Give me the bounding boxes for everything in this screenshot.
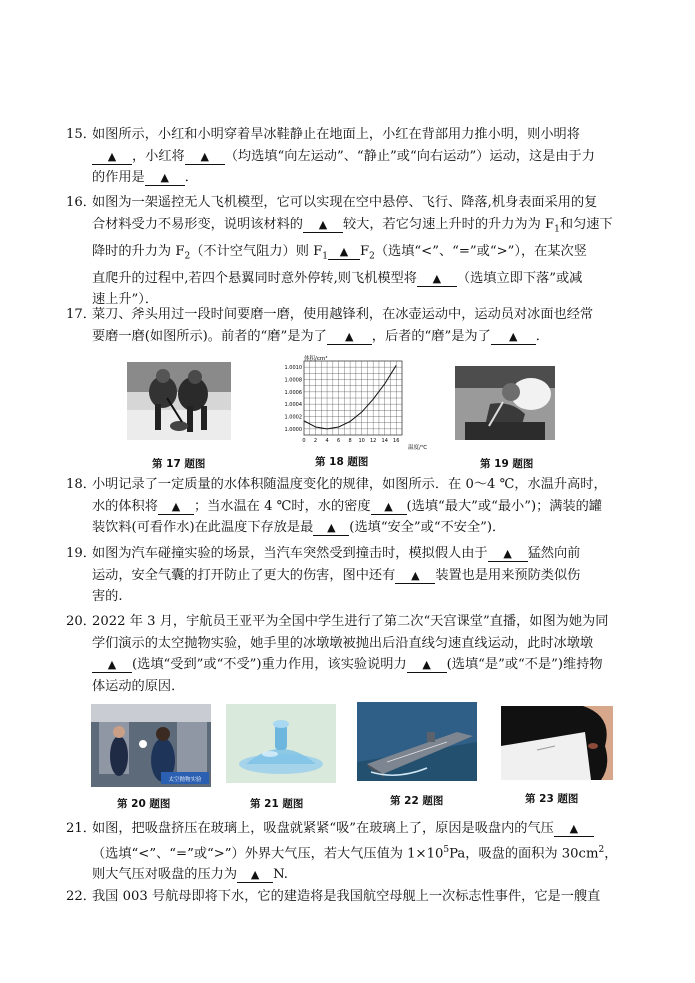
y-ticks bbox=[285, 365, 303, 433]
y-tick-label: 1.0010 bbox=[284, 365, 302, 372]
answer-blank[interactable]: ▲ bbox=[407, 658, 447, 673]
answer-blank[interactable]: ▲ bbox=[313, 521, 349, 536]
answer-blank[interactable]: ▲ bbox=[237, 868, 273, 883]
q16-text-2b: 较大，若它匀速上升时的升力为为 F bbox=[343, 216, 555, 232]
x-tick-label: 0 bbox=[302, 438, 306, 444]
q16-text-3d: （选填“<”、“=”或“>”），在某次竖 bbox=[374, 243, 587, 259]
question-15 bbox=[66, 124, 637, 189]
q15-text-2a: ，小红将 bbox=[132, 148, 185, 164]
q16-text-3b: （不计空气阻力）则 F bbox=[190, 243, 323, 259]
answer-blank[interactable]: ▲ bbox=[491, 330, 536, 345]
q21-text-3b: N. bbox=[273, 867, 288, 883]
x-tick-label: 16 bbox=[393, 438, 400, 444]
question-number: 21． bbox=[66, 821, 96, 836]
figure-caption: 第 17 题图 bbox=[152, 458, 206, 470]
question-16 bbox=[66, 192, 637, 311]
x-tick-label: 2 bbox=[313, 438, 318, 444]
q16-text-2a: 合材料受力不易形变，说明该材料的 bbox=[92, 216, 303, 232]
question-18 bbox=[66, 474, 637, 539]
superscript: 5 bbox=[443, 844, 450, 855]
answer-blank[interactable]: ▲ bbox=[158, 500, 194, 515]
question-number: 19． bbox=[66, 546, 96, 561]
blowing-paper-photo bbox=[501, 706, 613, 780]
answer-blank[interactable]: ▲ bbox=[554, 822, 594, 837]
q16-text-4b: （选填立即下落”或减 bbox=[456, 270, 583, 286]
subscript: 2 bbox=[184, 251, 191, 262]
answer-blank[interactable]: ▲ bbox=[92, 150, 132, 165]
q21-text-2a: （选填“<”、“=”或“>”）外界大气压，若大气压值为 1×10 bbox=[92, 845, 444, 861]
q15-text-3a: 的作用是 bbox=[92, 170, 145, 185]
figure-caption: 第 19 题图 bbox=[480, 458, 534, 470]
figure-caption: 第 23 题图 bbox=[525, 793, 579, 805]
q20-text-3a: (选填“受到”或“不受”)重力作用，该实验说明力 bbox=[132, 657, 407, 672]
x-tick-label: 14 bbox=[381, 438, 388, 444]
y-tick-label: 1.0004 bbox=[284, 402, 302, 409]
answer-blank[interactable]: ▲ bbox=[371, 500, 407, 515]
q20-text-1: 2022 年 3 月，宇航员王亚平为全国中学生进行了第二次“天宫课堂”直播，如图为她为同 bbox=[92, 614, 609, 629]
q18-text-2c: (选填“最大”或“最小”)；满装的罐 bbox=[406, 498, 603, 514]
space-station-photo bbox=[91, 704, 211, 787]
q18-text-3b: (选填“安全”或“不安全”)． bbox=[349, 520, 506, 535]
q16-text-4a: 直爬升的过程中,若四个悬翼同时意外停转,则飞机模型将 bbox=[92, 270, 417, 286]
y-tick-label: 1.0002 bbox=[284, 414, 302, 421]
superscript: 2 bbox=[598, 844, 605, 855]
y-tick-label: 1.0006 bbox=[284, 389, 302, 396]
q17-text-2a: 要磨一磨(如图所示)。前者的“磨”是为了 bbox=[92, 328, 327, 344]
q15-text-3b: ． bbox=[184, 170, 198, 185]
x-tick-label: 8 bbox=[348, 438, 352, 444]
question-17 bbox=[66, 304, 637, 347]
figure-caption: 第 18 题图 bbox=[315, 456, 369, 468]
q19-text-3: 害的. bbox=[92, 589, 123, 604]
q21-text-2b: Pa，吸盘的面积为 30cm bbox=[449, 845, 599, 861]
crash-test-photo bbox=[455, 366, 555, 440]
question-22 bbox=[66, 886, 637, 908]
figure-caption: 第 22 题图 bbox=[390, 795, 444, 807]
q20-text-3b: (选填“是”或“不是”)维持物 bbox=[446, 657, 603, 672]
q20-text-2: 学们演示的太空抛物实验，她手里的冰墩墩被抛出后沿直线匀速直线运动，此时冰墩墩 bbox=[92, 635, 594, 651]
answer-blank[interactable]: ▲ bbox=[417, 272, 457, 287]
question-19 bbox=[66, 543, 637, 608]
answer-blank[interactable]: ▲ bbox=[303, 218, 343, 233]
answer-blank[interactable]: ▲ bbox=[488, 547, 528, 562]
question-number: 17． bbox=[66, 307, 96, 322]
figure-caption: 第 20 题图 bbox=[117, 798, 171, 810]
answer-blank[interactable]: ▲ bbox=[92, 658, 132, 673]
answer-blank[interactable]: ▲ bbox=[327, 330, 372, 345]
q16-text-1: 如图为一架遥控无人飞机模型，它可以实现在空中悬停、飞行、降落,机身表面采用的复 bbox=[92, 195, 598, 210]
x-axis-label: 温度/℃ bbox=[408, 445, 428, 451]
q18-text-1: 小明记录了一定质量的水体积随温度变化的规律，如图所示．在 0～4 ℃，水温升高时， bbox=[92, 477, 607, 492]
question-number: 20． bbox=[66, 614, 96, 629]
y-tick-label: 1.0008 bbox=[284, 377, 302, 384]
suction-cup-photo bbox=[226, 704, 336, 783]
q19-text-1a: 如图为汽车碰撞实验的场景，当汽车突然受到撞击时，模拟假人由于 bbox=[92, 546, 488, 561]
question-21 bbox=[66, 818, 637, 886]
figure-caption: 第 21 题图 bbox=[250, 798, 304, 810]
q18-text-3a: 装饮料(可看作水)在此温度下存放是最 bbox=[92, 520, 314, 535]
q19-text-1b: 猛然向前 bbox=[527, 546, 581, 561]
q15-text-1: 如图所示，小红和小明穿着旱冰鞋静止在地面上，小红在背部用力推小明，则小明将 bbox=[92, 127, 580, 142]
q17-text-1: 菜刀、斧头用过一段时间要磨一磨，使用越锋利，在冰壶运动中，运动员对冰面也经常 bbox=[92, 307, 594, 322]
question-number: 22． bbox=[66, 889, 96, 904]
q18-text-2a: 水的体积将 bbox=[92, 498, 158, 514]
y-axis-label: 体积/cm³ bbox=[304, 356, 328, 362]
q15-text-2b: （均选填“向左运动”、“静止”或“向右运动”）运动，这是由于力 bbox=[224, 148, 595, 164]
q21-text-2c: ， bbox=[604, 845, 618, 861]
x-tick-label: 6 bbox=[336, 438, 341, 444]
q18-text-2b: ；当水温在 4 ℃时，水的密度 bbox=[193, 498, 371, 514]
aircraft-carrier-photo bbox=[357, 702, 477, 781]
answer-blank[interactable]: ▲ bbox=[145, 171, 185, 186]
chart-grid bbox=[304, 361, 402, 435]
q17-text-2b: ，后者的“磨”是为了 bbox=[371, 328, 491, 344]
q19-text-2b: 装置也是用来预防类似伤 bbox=[435, 567, 581, 583]
x-ticks bbox=[302, 438, 399, 444]
answer-blank[interactable]: ▲ bbox=[395, 569, 435, 584]
answer-blank[interactable]: ▲ bbox=[185, 150, 225, 165]
q20-text-4: 体运动的原因． bbox=[92, 678, 185, 694]
subscript: 1 bbox=[554, 224, 560, 235]
y-tick-label: 1.0000 bbox=[284, 426, 302, 433]
x-tick-label: 12 bbox=[369, 438, 377, 444]
q22-text-1: 我国 003 号航母即将下水，它的建造将是我国航空母舰上一次标志性事件，它是一艘直 bbox=[92, 889, 601, 904]
answer-blank[interactable]: ▲ bbox=[328, 245, 360, 260]
x-tick-label: 4 bbox=[325, 438, 329, 444]
q16-text-2c: 和匀速下 bbox=[559, 216, 613, 232]
q21-text-3a: 则大气压对吸盘的压力为 bbox=[92, 867, 238, 883]
q21-text-1a: 如图，把吸盘挤压在玻璃上，吸盘就紧紧“吸”在玻璃上了，原因是吸盘内的气压 bbox=[92, 821, 554, 836]
question-20 bbox=[66, 611, 637, 697]
subscript: 1 bbox=[322, 251, 328, 262]
volume-temperature-chart bbox=[280, 353, 440, 451]
q16-text-3c: F bbox=[359, 243, 370, 259]
x-tick-label: 10 bbox=[358, 438, 365, 444]
q19-text-2a: 运动，安全气囊的打开防止了更大的伤害，图中还有 bbox=[92, 567, 396, 583]
subscript: 2 bbox=[369, 251, 375, 262]
question-number: 16． bbox=[66, 195, 96, 210]
q16-text-3a: 降时的升力为 F bbox=[92, 243, 185, 259]
q17-text-2c: ． bbox=[535, 328, 549, 344]
q16-text-5: 速上升”）． bbox=[92, 292, 159, 308]
question-number: 18． bbox=[66, 477, 96, 492]
question-number: 15． bbox=[66, 127, 96, 142]
curling-photo bbox=[127, 362, 231, 440]
video-banner-text: 太空抛物实验 bbox=[168, 777, 202, 783]
